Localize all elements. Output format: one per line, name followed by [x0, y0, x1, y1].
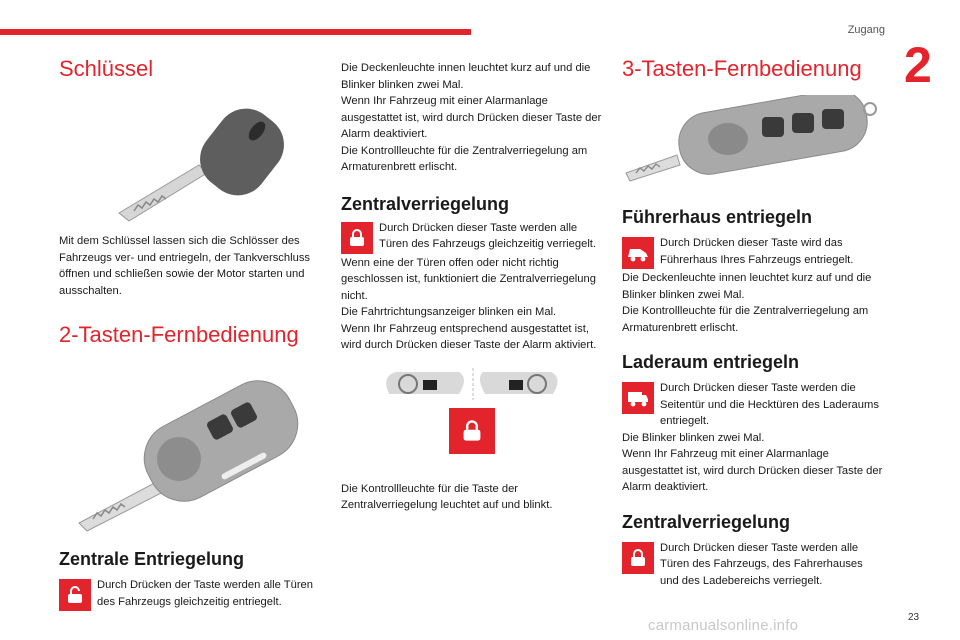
open-padlock-icon — [65, 585, 85, 605]
closed-padlock-icon — [347, 228, 367, 248]
vehicle-cab-icon — [626, 243, 650, 263]
3-button-remote-illustration — [622, 95, 884, 185]
continued-line-1: Die Deckenleuchte innen leuchtet kurz auf und die Blinker blinken zwei Mal. — [341, 62, 591, 91]
cab-line-2: Die Kontrollleuchte für die Zentralverriegelung am Armaturenbrett erlischt. — [622, 305, 869, 334]
heading-cab-unlock: Führerhaus entriegeln — [622, 207, 813, 227]
lamp-description: Die Kontrollleuchte für die Taste der Zentralverriegelung leuchtet auf und blinkt. — [341, 482, 553, 511]
load-line-2: Wenn Ihr Fahrzeug mit einer Alarmanlage ausgestattet ist, wird durch Drücken dieser Taste der Alarm deaktiviert. — [622, 448, 883, 493]
key-illustration — [89, 95, 321, 225]
heading-central-lock: Zentralverriegelung — [341, 193, 510, 214]
continued-line-2: Wenn Ihr Fahrzeug mit einer Alarmanlage ausgestattet ist, wird durch Drücken dieser Taste der Alarm deaktiviert. — [341, 95, 602, 140]
cab-line-1: Die Deckenleuchte innen leuchtet kurz auf und die Blinker blinken zwei Mal. — [622, 272, 872, 301]
lock-button-symbol — [341, 222, 373, 254]
remote-3-button-icon — [622, 95, 884, 185]
cab-unlock-symbol — [622, 237, 654, 269]
section-title-key: Schlüssel — [59, 56, 154, 81]
column-3 — [622, 55, 884, 589]
section-title-2-button-remote: 2-Tasten-Fernbedienung — [59, 322, 299, 347]
load-unlock-symbol — [622, 382, 654, 414]
column-2 — [341, 60, 604, 514]
central-lock-3btn-text: Durch Drücken dieser Taste werden alle Türen des Fahrzeugs, des Fahrerhauses und des Ladebereichs verriegelt. — [660, 541, 863, 587]
cab-unlock-intro: Durch Drücken dieser Taste wird das Führerhaus Ihres Fahrzeugs entriegelt. — [660, 237, 854, 266]
continued-line-3: Die Kontrollleuchte für die Zentralverriegelung am Armaturenbrett erlischt. — [341, 144, 588, 173]
central-lock-3btn-para — [622, 540, 884, 590]
load-unlock-intro: Durch Drücken dieser Taste werden die Seitentür und die Hecktüren des Laderaums entriegelt. — [660, 382, 879, 427]
2-button-remote-illustration — [69, 363, 321, 533]
top-accent-bar — [0, 29, 471, 35]
heading-load-unlock: Laderaum entriegeln — [622, 352, 800, 372]
central-lock-intro: Durch Drücken dieser Taste werden alle Türen des Fahrzeugs gleichzeitig verriegelt. — [379, 221, 597, 250]
central-unlock-text: Durch Drücken der Taste werden alle Türen des Fahrzeugs gleichzeitig entriegelt. — [97, 579, 313, 608]
load-line-1: Die Blinker blinken zwei Mal. — [622, 431, 765, 444]
chapter-number: 2 — [904, 37, 932, 93]
indicator-lamp — [449, 408, 495, 454]
section-title-3-button-remote: 3-Tasten-Fernbedienung — [622, 56, 862, 81]
lock-line-3: Wenn Ihr Fahrzeug entsprechend ausgestattet ist, wird durch Drücken dieser Taste der Alarm aktiviert. — [341, 322, 597, 351]
lock-3btn-symbol — [622, 542, 654, 574]
central-unlock-para — [59, 577, 321, 610]
column-1 — [59, 55, 321, 612]
key-icon — [89, 95, 309, 225]
dashboard-strip-icon — [341, 366, 604, 406]
closed-padlock-icon — [628, 548, 648, 568]
cargo-van-icon — [626, 388, 650, 408]
key-description: Mit dem Schlüssel lassen sich die Schlösser des Fahrzeugs ver- und entriegeln, der Tankverschluss öffnen und schließen sowie der Motor starten und ausschalten. — [59, 235, 311, 297]
unlock-button-symbol — [59, 579, 91, 611]
central-lock-para — [341, 220, 604, 253]
watermark: carmanualsonline.info — [648, 617, 799, 634]
heading-central-lock-3btn: Zentralverriegelung — [622, 511, 791, 532]
cab-unlock-para — [622, 235, 884, 268]
remote-2-button-icon — [69, 363, 309, 533]
lock-line-2: Die Fahrtrichtungsanzeiger blinken ein Mal. — [341, 306, 557, 318]
load-unlock-para — [622, 380, 884, 430]
lock-line-1: Wenn eine der Türen offen oder nicht richtig geschlossen ist, funktioniert die Zentralverriegelung nicht. — [341, 256, 596, 302]
chapter-name: Zugang — [847, 24, 885, 36]
heading-central-unlock: Zentrale Entriegelung — [59, 549, 245, 569]
dashboard-indicator-illustration — [341, 366, 604, 481]
lamp-padlock-icon — [460, 419, 484, 443]
page-number: 23 — [908, 612, 920, 623]
